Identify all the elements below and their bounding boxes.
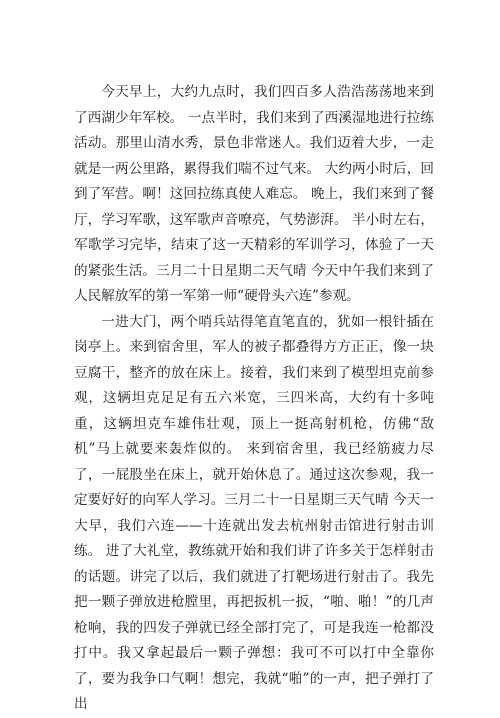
paragraph-1: 今天早上，大约九点时，我们四百多人浩浩荡荡地来到了西湖少年军校。 一点半时，我们来到了西溪湿地进行拉练活动。那里山清水秀，景色非常迷人。我们迈着大步，一走就是一两公里路，累得我们喘不过气来。 大约两小时后，回到了军营。啊！这回拉练真使人难忘。 晚上，我们来到了餐厅，学习军歌，这军歌声音嘹亮，气势澎湃。 半小时左右，军歌学习完毕，结束了这一天精彩的军训学习，体验了一天的紧张生活。三月二十日星期二天气晴 今天中午我们来到了人民解放军的第一军第一师“硬骨头六连”参观。: [74, 84, 434, 304]
paragraph-2: 一进大门，两个哨兵站得笔直笔直的，犹如一根针插在岗亭上。来到宿舍里，军人的被子都叠得方方正正，像一块豆腐干，整齐的放在床上。接着，我们来到了模型坦克前参观，这辆坦克足足有五六米宽，三四米高，大约有十多吨重，这辆坦克车雄伟壮观，顶上一挺高射机枪，仿佛“敌机”马上就要来轰炸似的。 来到宿舍里，我已经筋疲力尽了，一屁股坐在床上，就开始休息了。通过这次参观，我一定要好好的向军人学习。三月二十一日星期三天气晴 今天一大早，我们六连——十连就出发去杭州射击馆进行射击训练。 进了大礼堂，教练就开始和我们讲了许多关于怎样射击的话题。讲完了以后，我们就进了打靶场进行射击了。我先把一颗子弹放进枪膛里，再把扳机一扳，“啪、啪！”的几声枪响，我的四发子弹就已经全部打完了，可是我连一枪都没打中。我又拿起最后一颗子弹想：我可不可以打中全靠你了，要为我争口气啊！想完，我就“啪”的一声，把子弹打了出: [74, 313, 434, 712]
document-body: [74, 80, 434, 718]
